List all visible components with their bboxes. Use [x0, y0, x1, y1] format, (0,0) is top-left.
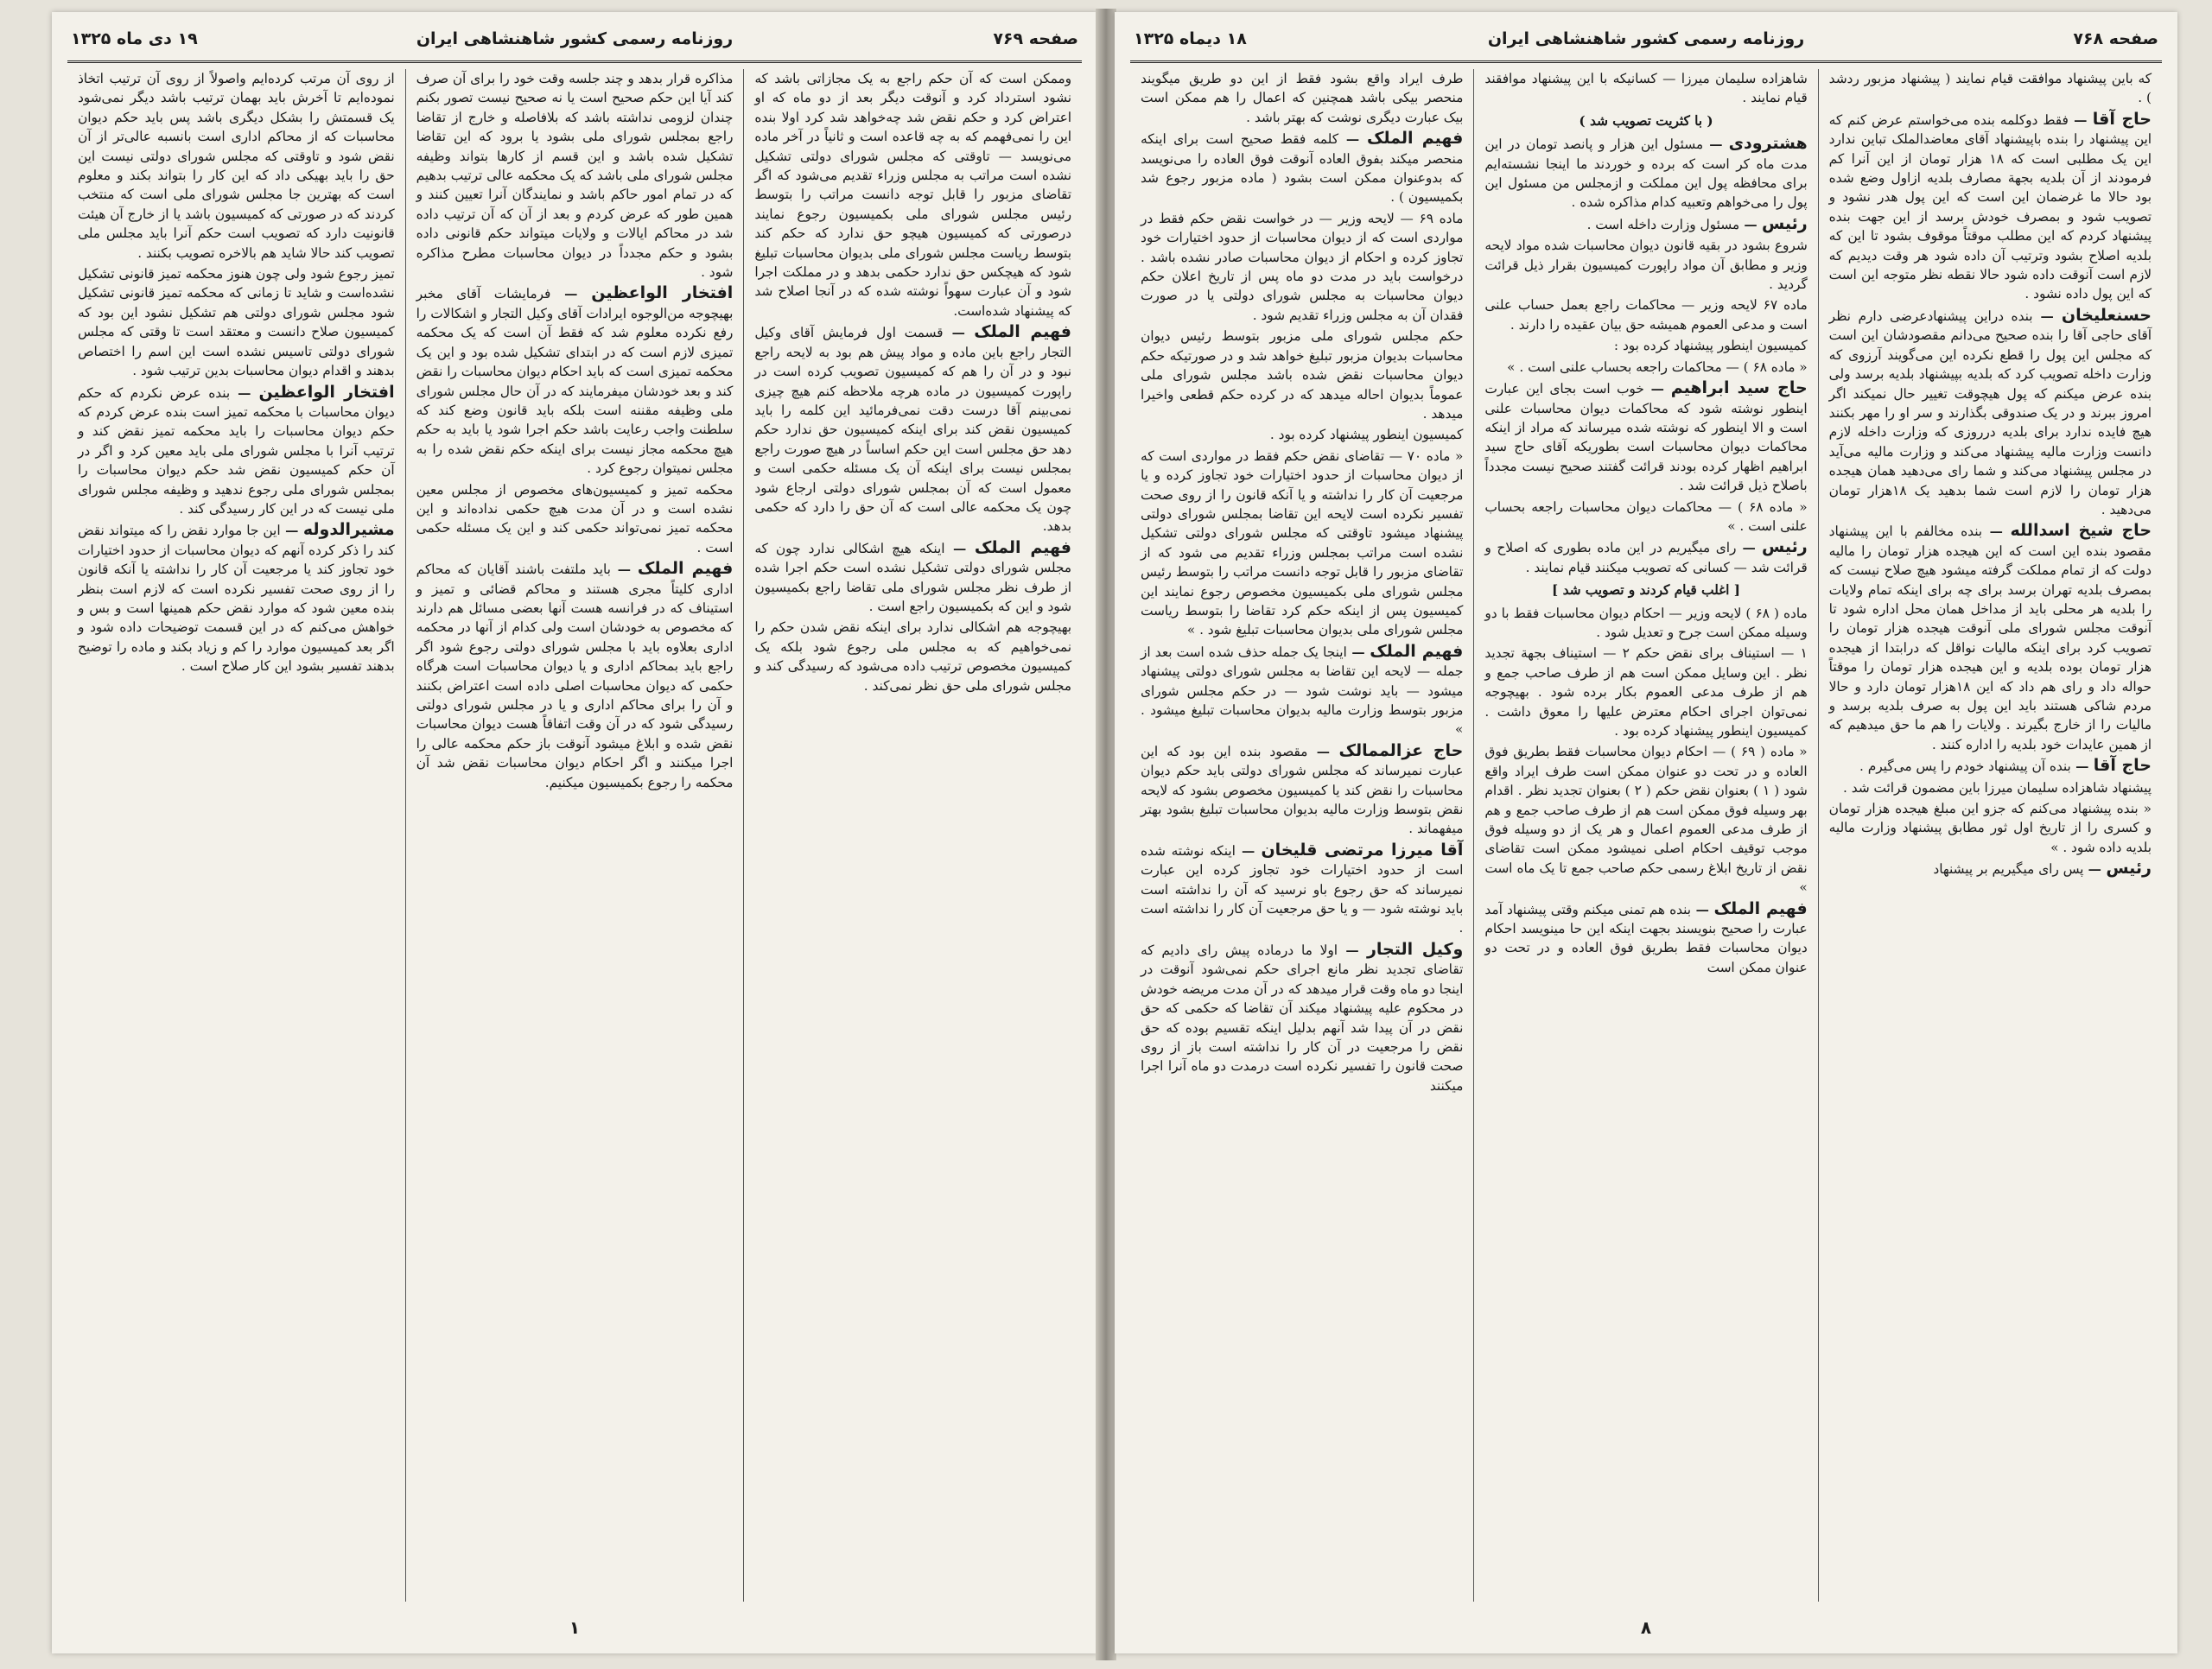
paragraph-text: وممکن است که آن حکم راجع به یک مجازاتی باشد که نشود استرداد کرد و آنوقت دیگر بعد از دو ماه که او اعتراض کرد و حکم نقض شد چه‌خواهد شد کرد اولا بنده این را نمی‌فهمم که به چه قاعده است و ثانیاً در آخر ماده می‌نویسد — تاوقتی که مجلس شورای دولتی تشکیل نشده است مراتب به مجلس وزراء تقدیم می‌شود که اگر تقاضای مزبور را قابل توجه دانست مراتب را بتوسط رئیس مجلس شورای ملی بکمیسیون رجوع نمایند درصورتی که کمیسیون هیچو حق ندارد که حکم کند بتوسط ریاست مجلس شورای ملی بدیوان محاسبات تبلیغ شود که هیچکس حق ندارد حکمی بدهد و در مملکت اجرا شود و آن عبارت سهواً نوشته شده که در آنجا اصلاح شد که پیشنهاد شده‌است.	[754, 71, 1071, 319]
column-paragraph	[1484, 358, 1807, 377]
paragraph-text: کمیسیون اینطور پیشنهاد کرده بود .	[1269, 427, 1464, 443]
paragraph-text: رای میگیریم در این ماده بطوری که اصلاح و قرائت شد — کسانی که تصویب میکنند قیام نمایند .	[1484, 540, 1808, 575]
paragraph-text: اینکه هیچ اشکالی ندارد چون که مجلس شورای دولتی تشکیل نشده است حکم اجرا شده از طرف نظر مجلس شورای ملی تقاضا راجع بکمیسیون شود و این که بکمیسیون راجع است .	[754, 540, 1071, 614]
paragraph-text: ۱ — استیناف برای نقض حکم ۲ — استیناف بجهة تجدید نظر . این وسایل ممکن است هم از طرف صاحب جمع و هم از طرف مدعی العموم بکار برده شود . بهیچوجه نمی‌توان اجرای احکام معترض علیها را معوق داشت . کمیسیون اینطور پیشنهاد کرده بود .	[1484, 645, 1808, 739]
column-paragraph	[1141, 129, 1463, 207]
column-paragraph	[1141, 327, 1463, 423]
speaker-name: حاج سید ابراهیم	[1670, 378, 1808, 398]
speaker-name: حسنعلیخان	[2061, 305, 2152, 325]
speaker-dash: —	[1307, 743, 1339, 759]
column-paragraph	[1484, 498, 1807, 536]
speaker-name: رئیس	[1761, 537, 1808, 557]
speaker-name: رئیس	[1761, 213, 1808, 233]
text-columns	[67, 69, 1082, 1602]
paragraph-text: « بنده پیشنهاد می‌کنم که جزو این مبلغ هیجده هزار تومان و کسری را از تاریخ اول ثور مطابق پیشنهاد وزارت مالیه بلدیه داده شود . »	[1828, 801, 2152, 855]
speaker-name: هشترودی	[1728, 134, 1808, 154]
paragraph-text: « ماده ۶۸ ) — محاکمات راجعه بحساب علنی است . »	[1507, 359, 1808, 375]
paragraph-text: مسئول وزارت داخله است .	[1586, 216, 1740, 232]
page-header	[67, 21, 1082, 63]
column-paragraph	[1484, 236, 1807, 294]
speaker-name: افتخار الواعظین	[591, 283, 734, 303]
paragraph-text: ماده ( ۶۸ ) لایحه وزیر — احکام دیوان محاسبات فقط با دو وسیله ممکن است جرح و تعدیل شود .	[1484, 605, 1808, 640]
parliament-note: [ اغلب قیام کردند و تصویب شد ]	[1552, 582, 1740, 599]
column-paragraph	[1141, 447, 1463, 640]
issue-date: ۱۹ دی ماه ۱۳۲۵	[71, 29, 198, 48]
column-paragraph	[1484, 378, 1807, 495]
column-paragraph	[1484, 644, 1807, 740]
column-paragraph	[1484, 214, 1807, 234]
column-paragraph	[1141, 841, 1463, 938]
paragraph-text: کلمه فقط صحیح است برای اینکه منحصر میکند بفوق العاده آنوقت فوق العاده را می‌نویسد که بدوعنوان ممکن است بشود ( ماده مزبور رجوع شد بکمیسیون ) .	[1141, 131, 1464, 206]
speaker-name: حاج آقا	[2093, 756, 2152, 776]
column	[1130, 69, 1473, 1602]
column-paragraph	[1484, 537, 1807, 577]
speaker-name: حاج آقا	[2092, 109, 2152, 129]
column-paragraph	[1484, 134, 1807, 213]
column-paragraph	[1829, 859, 2152, 879]
column-paragraph	[1484, 604, 1807, 643]
column-paragraph	[1484, 899, 1807, 978]
column-paragraph	[1141, 741, 1463, 839]
paragraph-text: بنده آن پیشنهاد خودم را پس می‌گیرم .	[1859, 758, 2071, 775]
column-paragraph	[1141, 642, 1463, 739]
speaker-name: فهیم الملک	[1366, 129, 1464, 149]
paragraph-text: ماده ۶۹ — لایحه وزیر — در خواست نقض حکم فقط در مواردی است که از دیوان محاسبات از حدود اختیارات خود تجاوز کرده و احکام از دیوان محاسبات صادر نشده باشد . درخواست باید در مدت دو ماه پس از تاریخ اعلان حکم دیوان محاسبات به مجلس شورای دولتی یا در صورت فقدان آن به مجلس وزراء تقدیم شود .	[1141, 210, 1464, 323]
column	[1473, 69, 1817, 1602]
column	[67, 69, 405, 1602]
paragraph-text: مقصود بنده این بود که این عبارت نمیرساند که مجلس شورای دولتی باید حکم دیوان محاسبات را نقض کند یا کمیسیون مخصوص بشود که لایحه نقض بتوسط وزارت مالیه بدیوان محاسبات تبلیغ بشود بهتر میفهماند .	[1141, 743, 1464, 837]
speaker-name: آقا میرزا مرتضی قلیخان	[1261, 840, 1464, 860]
page-768	[1115, 12, 2177, 1653]
paragraph-text: حکم مجلس شورای ملی مزبور بتوسط رئیس دیوان محاسبات بدیوان مزبور تبلیغ خواهد شد و در صورتیکه حکم دیوان محاسبات نقض شده باشد مجلس شورای ملی عموماً بدیوان احاله میدهد که در کرده حکم قطعی واخیرا میدهد .	[1141, 328, 1464, 422]
column-paragraph	[1829, 756, 2152, 776]
column-paragraph	[1829, 799, 2152, 857]
speaker-name: افتخار الواعظین	[258, 382, 395, 402]
paragraph-text: تمیز رجوع شود ولی چون هنوز محکمه تمیز قانونی تشکیل نشده‌است و شاید تا زمانی که محکمه تمیز قانونی تشکیل شود مجلس شورای دولتی هم تشکیل نشود این بود که کمیسیون صلاح دانست و معتقد است تا وقتی که مجلس شورای دولتی تاسیس نشده است این اسم را اختصاص بدهند و اقدام دیوان محاسبات بدین ترتیب شود .	[77, 266, 395, 379]
column	[743, 69, 1082, 1602]
speaker-name: مشیرالدوله	[302, 520, 395, 540]
speaker-dash: —	[230, 384, 259, 401]
paragraph-text: مسئول این هزار و پانصد تومان در این مدت ماه کر است که برده و خوردند ما اینجا نشسته‌ایم برای محافظه پول این مملکت و ازمجلس من مسئول این پول را می‌خواهم وتعبیه کدام مذاکره شده .	[1484, 136, 1808, 211]
speaker-dash: —	[550, 286, 592, 302]
speaker-dash: —	[1703, 136, 1729, 153]
book-gutter	[1096, 9, 1116, 1660]
paragraph-text: شاهزاده سلیمان میرزا — کسانیکه با این پیشنهاد موافقند قیام نمایند .	[1484, 71, 1808, 106]
paragraph-text: مذاکره قرار بدهد و چند جلسه وقت خود را برای آن صرف کند آیا این حکم صحیح است یا نه صحیح نیست تصور بکنم چندان لزومی نداشته باشد که بلافاصله و خارج از تقاضا راجع بمجلس شورای ملی بشود یا برود که این تقاضا تشکیل شده باشد و این قسم از کارها بتواند وظیفه مجلس شورای ملی باشد که یک محکمه عالی ترتیب بدهیم که در تمام امور حاکم باشد و نمایندگان آنرا تعیین کنند و همین طور که عرض کردم و بعد از آن که آن ترتیب داده شد در محاکم ایالات و ولایات میتواند حکم قانونی داده بشود و حکم مجدداً در دیوان محاسبات مطرح مذاکره شود .	[416, 71, 734, 281]
paragraph-text: « ماده ( ۶۹ ) — احکام دیوان محاسبات فقط بطریق فوق العاده و در تحت دو عنوان ممکن است طرف ایراد واقع شود ( ۱ ) بعنوان نقض حکم ( ۲ ) بعنوان تجدید نظر . اقدام بهر وسیله فوق ممکن است هم از طرف صاحب جمع و هم از طرف مدعی العموم اعمال و هر یک از دو وسیله فوق موجب توقیف احکام اصلی نمیشود ممکن است تقاضای نقض از تاریخ ابلاغ رسمی حکم صاحب جمع تا یک ماه است »	[1484, 744, 1808, 896]
page-footer-number: ۸	[1640, 1617, 1652, 1638]
column	[405, 69, 744, 1602]
paragraph-text: شروع بشود در بقیه قانون دیوان محاسبات شده مواد لایحه وزیر و مطابق آن مواد راپورت کمیسیون بقرار ذیل قرائت گردید .	[1484, 238, 1808, 293]
column-paragraph	[78, 264, 395, 380]
paragraph-text: بهیچوجه هم اشکالی ندارد برای اینکه نقض شدن حکم را نمی‌خواهیم که به مجلس ملی رجوع شود بلکه یک کمیسیون مخصوص ترتیب داده می‌شود که رسیدگی کند و مجلس شورای ملی حق نظر نمی‌کند .	[754, 619, 1071, 694]
speaker-dash: —	[2032, 308, 2062, 324]
page-footer-number: ۱	[569, 1617, 581, 1638]
speaker-name: فهیم الملک	[637, 559, 734, 579]
column-paragraph	[754, 322, 1071, 536]
column	[1818, 69, 2162, 1602]
speaker-name: فهیم الملک	[1370, 641, 1464, 661]
paragraph-text: ماده ۶۷ لایحه وزیر — محاکمات راجع بعمل حساب علنی است و مدعی العموم همیشه حق بیان عقیده را دارند .	[1484, 297, 1808, 333]
paragraph-text: پس رای میگیریم بر پیشنهاد	[1933, 861, 2084, 878]
speaker-dash: —	[610, 562, 638, 578]
column-paragraph	[1829, 521, 2152, 754]
page-header	[1130, 21, 2162, 63]
paragraph-text: « ماده ۷۰ — تقاضای نقض حکم فقط در مواردی است که از دیوان محاسبات از حدود اختیارات خود تجاوز کرده و یا مرجعیت آن کار را نداشته و یا آنکه قانون را از روی صحت تفسیر نکرده است لایحه این تقاضا بمجلس شورای دولتی پیشنهاد میشود تاوقتی که مجلس شورای دولتی تشکیل نشده است مراتب بمجلس وزراء تقدیم می شود که از تقاضای مزبور را قابل توجه دانست مراتب را بتوسط رئیس مجلس شورای ملی بکمیسیون مخصوص رجوع نمایند این کمیسیون پس از اینکه حکم کرد تقاضا را بتوسط ریاست مجلس شورای ملی بدیوان محاسبات تبلیغ شود . »	[1141, 447, 1464, 638]
paragraph-text: پیشنهاد شاهزاده سلیمان میرزا باین مضمون قرائت شد .	[1843, 779, 2152, 796]
column-paragraph	[1141, 425, 1463, 444]
speaker-dash: —	[2070, 758, 2094, 775]
speaker-dash: —	[1338, 942, 1367, 958]
paragraph-text: بنده عرض نکردم که حکم دیوان محاسبات با محکمه تمیز است بنده عرض کردم که حکم دیوان محاسبات را باید محکمه تمیز نقض کند و ترتیب آنرا با مجلس شورای ملی باید معین کرد و اگر در آن حکم کمیسیون نقض شد حکم دیوان محاسبات را بمجلس شورای ملی رجوع ندهید و وظیفه مجلس شورای ملی نیست که در این کار رسیدگی کند .	[77, 384, 395, 517]
column-paragraph	[78, 383, 395, 519]
speaker-name: فهیم الملک	[974, 537, 1071, 557]
newspaper-title: روزنامه رسمی کشور شاهنشاهی ایران	[1487, 29, 1805, 48]
speaker-dash: —	[1338, 131, 1367, 148]
paragraph-text: « ماده ۶۸ ) — محاکمات دیوان محاسبات راجعه بحساب علنی است . »	[1484, 498, 1808, 534]
paragraph-text: محکمه تمیز و کمیسیون‌های مخصوص از مجلس معین نشده است و در آن مدت هیچ حکمی نداده‌اند و این محکمه تمیز نمی‌تواند حکمی کند و این یک مسئله حکمی است .	[416, 481, 734, 555]
column-paragraph	[1141, 209, 1463, 325]
column-paragraph	[78, 520, 395, 676]
speaker-name: حاج عزالممالک	[1338, 740, 1464, 760]
issue-date: ۱۸ دیماه ۱۳۲۵	[1134, 29, 1247, 48]
paragraph-text: فقط دوکلمه بنده می‌خواستم عرض کنم که این پیشنهاد را بنده باپیشنهاد آقای معاضدالملک تباین ندارد این یک مطلبی است که ۱۸ هزار تومان از این آنرا کم فرمودند از آن بلدیه بجهة مصارف بلدیه ازاول وضع شده بود حالا ما غرضمان این است که این پول هدر نشود و تصویب شود و بمصرف خودش برسد از این جهت بنده پیشنهاد کردم که این مطلب موقتاً موقوف بشود تا این که بلدیه اصلاح بشود وترتیب آن داده شود هر وقت دیدیم که لازم است آنوقت داده شود حالا نقطه نظر متوجه این است که این پول داده نشود .	[1828, 111, 2152, 302]
paragraph-text: بنده دراین پیشنهادعرضی دارم نظر آقای حاجی آقا را بنده صحیح می‌دانم مقصودشان این است که مجلس این پول را قطع نکرده این می‌گویند آرزوی که وزارت داخله تصویب کرد که بلدیه بپیشنهاد بلدیه برسد ولی بنده عرض میکنم که پول هیچوقت تغییر حال نمیکند اگر امروز ببرند و در یک صندوقی بگذارند و سر او را مهر بکنند هیچ فایده ندارد برای بلدیه درروزی که وزارت داخله لازم دانست وزارت مالیه پیشنهاد می‌کند و وزارت مالیه می‌آید در مجلس پیشنهاد می‌کند و شما رای می‌دهید همان هیجده هزار تومان را لازم است شما بدهید یک ۱۸هزار تومان می‌دهید .	[1828, 308, 2152, 517]
column-paragraph	[78, 69, 395, 263]
speaker-dash: —	[944, 540, 975, 556]
column-paragraph	[416, 480, 734, 558]
speaker-name: رئیس	[2106, 859, 2152, 879]
paragraph-text: از روی آن مرتب کرده‌ایم واصولاً از روی آن ترتیب اتخاذ نموده‌ایم تا آخرش باید بهمان ترتیب باشد دیگر نمی‌شود یک قسمتش را بشکل دیگری باشد پس باید حکم دیوان محاسبات که از محاکم اداری است با‌نسبه عالی‌تر از آن نقض شود و تاوقتی که مجلس شورای دولتی نیست این حق را باید بهیکی داد که این کار را بتواند بکند و معلوم است که بهترین جا مجلس شورای ملی است که منتخب کردند که در صورتی که کمیسیون باشد یا از خارج آن هیئت قانونیت دارد که تصویب است حکم آنرا باید مجلس ملی تصویب کند حالا شاید هم بالاخره تصویب بکنند .	[77, 71, 395, 261]
column-paragraph	[1829, 110, 2152, 304]
column-paragraph	[1829, 778, 2152, 797]
speaker-dash: —	[1739, 216, 1762, 232]
column-paragraph	[754, 538, 1071, 617]
paragraph-text: اینجا یک جمله حذف شده است بعد از جمله — لایحه این تقاضا به مجلس شورای دولتی پیشنهاد میشود — باید نوشت شود — در حکم مجلس شورای مزبور بتوسط وزارت مالیه بدیوان محاسبات تبلیغ میشود . »	[1141, 644, 1464, 738]
speaker-dash: —	[1235, 842, 1262, 859]
column-paragraph	[416, 559, 734, 792]
column-paragraph	[1484, 336, 1807, 355]
page-number: صفحه ۷۶۹	[993, 29, 1078, 48]
paragraph-text: باید ملتفت باشند آقایان که محاکم اداری کلیتاً مجری هستند و محاکم قضائی و تمیز و استیناف که در فرانسه هست آنها بعضی مسائل هم دارند که مخصوص به خودشان است ولی کدام از آنها در محکمه اداری بعلاوه باید با مجلس شورای دولتی رجوع شود اگر راجع باید بمحاکم اداری و یا دیوان محاسبات است هرگاه حکمی که دیوان محاسبات اصلی داده است اعتراض بکنند و آن را برای محاکم اداری و یا در مجلس شورای دولتی رسیدگی شود که در آن وقت اتفاقاً هست دیوان محاسبات نقض شده و ابلاغ میشود آنوقت باز حکم محکمه عالی را اجرا میکنند و اگر احکام دیوان محاسبات نقض شد آن محکمه را رجوع بکمیسیون میکنیم.	[416, 562, 734, 790]
column-paragraph	[1484, 295, 1807, 334]
paragraph-text: که باین پیشنهاد موافقت قیام نمایند ( پیشنهاد مزبور ردشد ) .	[1828, 71, 2152, 106]
page-769	[52, 12, 1097, 1653]
speaker-name: فهیم الملک	[1713, 898, 1808, 918]
text-columns	[1130, 69, 2162, 1602]
column-paragraph	[1484, 742, 1807, 897]
page-number: صفحه ۷۶۸	[2073, 29, 2158, 48]
column-paragraph	[1141, 940, 1463, 1095]
paragraph-text: بنده هم تمنی میکنم وقتی پیشنهاد آمد عبارت را صحیح بنویسند بجهت اینکه این حا مینویسد احکام دیوان محاسبات فقط بطریق فوق العاده و در تحت دو عنوان ممکن است	[1484, 901, 1808, 975]
column-paragraph	[1484, 69, 1807, 108]
parliament-note: ( با کثریت تصویب شد )	[1579, 112, 1713, 129]
column-paragraph	[1141, 69, 1463, 127]
speaker-dash: —	[1736, 540, 1762, 556]
column-paragraph	[754, 69, 1071, 320]
column-paragraph	[754, 618, 1071, 695]
column-paragraph	[416, 69, 734, 282]
speaker-dash: —	[2068, 111, 2093, 128]
paragraph-text: این جا موارد نقض را که میتواند نقض کند را ذکر کرده آنهم که دیوان محاسبات از حدود اختیارات خود تجاوز کند یا مرجعیت آن کار را نداشته یا آنکه قانون را از روی صحت تفسیر نکرده است که لازم است بنظر بنده معین شود که موارد نقض حکم همینها است و بس و خواهش می‌کنم که در این قسمت توضیحات داده شود و اگر بعد کمیسیون موارد را کم و زیاد بکند و ماده را توضیح بدهند تفسیر بشود این کار صلاح است .	[77, 523, 395, 675]
speaker-name: فهیم الملک	[974, 322, 1071, 342]
speaker-dash: —	[2083, 861, 2107, 878]
column-paragraph	[1829, 69, 2152, 108]
speaker-name: حاج شیخ اسدالله	[2010, 521, 2152, 541]
paragraph-text: طرف ایراد واقع بشود فقط از این دو طریق میگویند منحصر بیکی باشد همچنین که اعمال را هم ممکن است بیک عبارت دیگری نوشت که بهتر باشد .	[1141, 71, 1464, 125]
paragraph-text: قسمت اول فرمایش آقای وکیل التجار راجع باین ماده و مواد پیش هم بود به لایحه راجع نبود و در آن را هم که کمیسیون تصویب کرده است در راپورت کمیسیون در ماده هرچه ملاحظه کنم هیچ چیزی نمی‌بینم آقا درست دقت نمی‌فرمائید این کلمه را باید کمیسیون نقض کند برای اینکه کمیسیون حق ندارد حکم دهد حق مجلس است این حکم اساساً در هیچ صورت راجع بمجلس نیست برای اینکه آن یک مسئله حکمی است و معمول است که آن بمجلس شورای دولتی ارجاع شود چون یک محکمه عالی است که آن حق را دارد که حکمی بدهد.	[754, 325, 1072, 535]
newspaper-title: روزنامه رسمی کشور شاهنشاهی ایران	[416, 29, 734, 48]
speaker-dash: —	[1346, 644, 1370, 660]
paragraph-text: فرمایشات آقای مخبر بهیچوجه من‌الوجوه ایرادات آقای وکیل التجار و اشکالات را رفع نکرده معلوم شد که فقط آن است که یک محکمه تمیزی لازم است که در ابتدای تشکیل شده بود و این یک محکمه تمیزی است که باید احکام دیوان محاسبات را نقض کند و بعد خودشان میفرمایند که در آن حال مجلس شورای ملی وظیفه مقننه است بلکه باید قانون وضع کند که سلطنت واجب رعایت باشد حکم اجرا شود یا باید به حکم هیچ محکمه مجاز نیست برای اینکه حکم نقض شده را به مجلس نمیتوان رجوع کرد .	[416, 286, 734, 477]
column-paragraph	[1829, 306, 2152, 519]
speaker-dash: —	[943, 325, 975, 341]
paragraph-text: اولا ما درماده پیش رای دادیم که تقاضای تجدید نظر مانع اجرای حکم نمی‌شود آنوقت در اینجا دو ماه وقت قرار میدهد که در آن مدت مریضه خودش در محکوم علیه پیشنهاد میکند آن تقاضا که حکمی که حق نقض در آن پیدا شد آنهم بدلیل اینکه تقسیم بوده که حق نقض را مرجعیت در آن کار را نداشته است باز از روی صحت قانون را تفسیر نکرده است درمدت دو ماه آنرا اجرا میکنند	[1141, 942, 1464, 1094]
paragraph-text: بنده مخالفم با این پیشنهاد مقصود بنده این است که این هیجده هزار تومان را مالیه دولت که از تمام مملکت گرفته میشود هیچ صلاح نیست که بمصرف بلدیه تهران برسد برای چه برای اینکه تمام ولایات را بلدیه هر محلی باید از مداخل همان محل اداره شود تا آنوقت مجلس شورای ملی آنوقت هیجده هزار تومان را تصویب کرد برای اینکه مالیات نواقل که درابتدا از هیجده هزار تومان بوده بلدیه و این هیجده هزار تومان را موقتاً حواله داد و رای هم داد که این ۱۸هزار تومان دارد و حالا مردم شاکی هستند باید این پول به صرف بلدیه برسد و مالیات را از خارج بگیرند . ولایات را هم ما حق میدهیم که از همین عایدات خود بلدیه را اداره کنند .	[1828, 524, 2152, 752]
speaker-name: وکیل التجار	[1366, 939, 1464, 959]
paragraph-text: اینکه نوشته شده است از حدود اختیارات خود تجاوز کرده این عبارت نمیرساند که حق رجوع باو نرسید که آن را نداشته است باید نوشته شود — و یا حق مرجعیت آن کار را نداشته است .	[1141, 842, 1464, 936]
paragraph-text: کمیسیون اینطور پیشنهاد کرده بود :	[1613, 338, 1808, 354]
speaker-dash: —	[280, 523, 303, 539]
paragraph-text: خوب است بجای این عبارت اینطور نوشته شود که محاکمات دیوان محاسبات علنی است و الا اینطور که نوشته شده میرساند که مراد از اینکه محاکمات دیوان محاسبات است بطوریکه آقای حاج سید ابراهیم اظهار کرده بودند قرائت گفتند صحیح نیست مجدداً باصلاح ذیل قرائت شد .	[1484, 381, 1808, 494]
speaker-dash: —	[1982, 524, 2011, 540]
column-paragraph	[416, 283, 734, 478]
speaker-dash: —	[1691, 901, 1714, 917]
speaker-dash: —	[1643, 381, 1671, 397]
